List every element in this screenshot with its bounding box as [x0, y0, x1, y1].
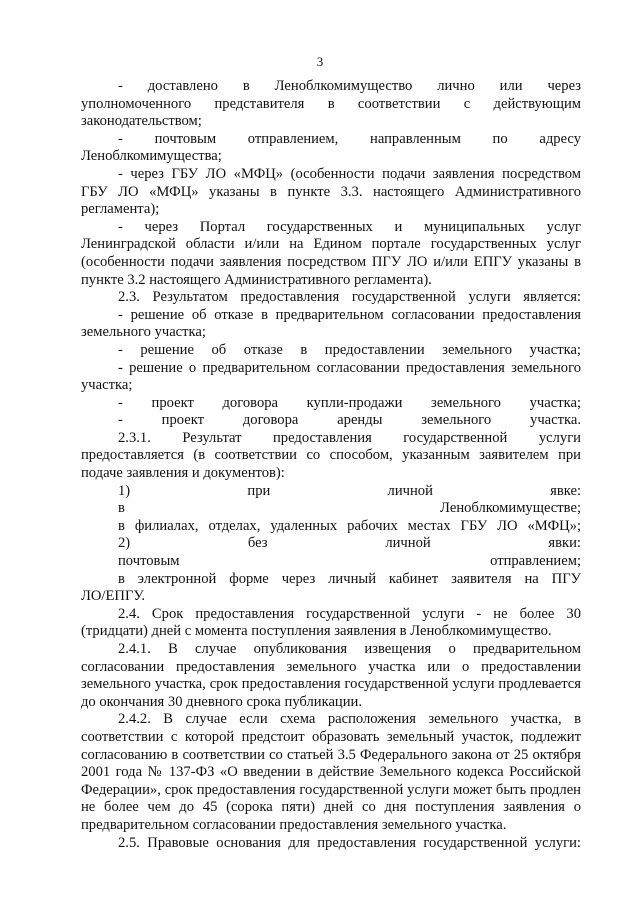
- paragraph-first-line: 2.3.1. Результат предоставления государственной услуги: [118, 429, 581, 446]
- paragraph-first-line: в электронной форме через личный кабинет заявителя на ПГУ: [118, 570, 581, 587]
- paragraph-first-line: - через ГБУ ЛО «МФЦ» (особенности подачи заявления посредством: [118, 165, 581, 182]
- paragraph: [81, 500, 581, 518]
- paragraph-continuation: земельного участка;: [81, 324, 206, 341]
- paragraph: [81, 641, 581, 711]
- paragraph-continuation: предоставляется (в соответствии со способом, указанным заявителем при подаче заявления и документов):: [81, 447, 581, 482]
- paragraph-continuation: согласовании предоставления земельного участка или о предоставлении земельного участка, срок предоставления государственной услуги продлевается до окончания 30 дневного срока публикации.: [81, 658, 581, 710]
- paragraph: [81, 289, 581, 307]
- paragraph: [81, 835, 581, 853]
- paragraph: [81, 535, 581, 553]
- paragraph-first-line: - проект договора аренды земельного участка.: [118, 412, 581, 429]
- paragraph-first-line: - через Портал государственных и муниципальных услуг: [118, 218, 581, 235]
- paragraph-first-line: 2.4. Срок предоставления государственной услуги - не более 30: [118, 605, 581, 622]
- paragraph-first-line: - решение об отказе в предварительном согласовании предоставления: [118, 306, 581, 323]
- paragraph: [81, 131, 581, 166]
- paragraph-first-line: почтовым отправлением;: [118, 553, 581, 570]
- paragraph-first-line: - решение о предварительном согласовании предоставления земельного: [118, 359, 581, 376]
- paragraph: [81, 606, 581, 641]
- page-number: 3: [316, 54, 324, 69]
- paragraph-continuation: соответствии с которой предстоит образовать земельный участок, подлежит согласованию в соответствии со статьей 3.5 Федерального закона от 25 октября 2001 года № 137-ФЗ «О введении в действие Земельного кодекса Российской Федерации», срок предоставления государственной услуги может быть продлен не более чем до 45 (сорока пяти) дней со дня поступления заявления о предварительном согласовании предоставления земельного участка.: [81, 728, 581, 833]
- paragraph-first-line: 2.4.1. В случае опубликования извещения о предварительном: [118, 641, 581, 657]
- paragraph: [81, 711, 581, 834]
- paragraph-continuation: ГБУ ЛО «МФЦ» указаны в пункте 3.3. настоящего Административного регламента);: [81, 183, 581, 218]
- paragraph-first-line: 2) без личной явки:: [118, 535, 581, 552]
- paragraph-first-line: 2.4.2. В случае если схема расположения земельного участка, в: [118, 711, 581, 728]
- paragraph: [81, 307, 581, 342]
- paragraph-first-line: - доставлено в Леноблкомимущество лично или через: [118, 78, 581, 94]
- paragraph: [81, 518, 581, 536]
- paragraph-continuation: участка;: [81, 377, 133, 394]
- paragraph: [81, 553, 581, 571]
- paragraph-first-line: 2.3. Результатом предоставления государственной услуги является:: [118, 289, 581, 306]
- paragraph: [81, 395, 581, 413]
- paragraph-first-line: - проект договора купли-продажи земельного участка;: [118, 394, 581, 411]
- paragraph-first-line: 1) при личной явке:: [118, 482, 581, 499]
- document-body: [81, 78, 581, 852]
- paragraph-continuation: Ленинградской области и/или на Едином портале государственных услуг (особенности подачи заявления посредством ПГУ ЛО и/или ЕПГУ указаны в пункте 3.2 настоящего Административного регламента).: [81, 236, 581, 288]
- paragraph: [81, 342, 581, 360]
- paragraph: [81, 166, 581, 219]
- paragraph-first-line: в Леноблкомимуществе;: [118, 500, 581, 517]
- paragraph: [81, 360, 581, 395]
- paragraph: [81, 412, 581, 430]
- paragraph-first-line: - решение об отказе в предоставлении земельного участка;: [118, 341, 581, 358]
- paragraph: [81, 571, 581, 606]
- paragraph-continuation: ЛО/ЕПГУ.: [81, 588, 145, 605]
- paragraph: [81, 78, 581, 131]
- paragraph-first-line: в филиалах, отделах, удаленных рабочих местах ГБУ ЛО «МФЦ»;: [118, 517, 581, 534]
- paragraph-first-line: - почтовым отправлением, направленным по адресу: [118, 130, 581, 147]
- paragraph-continuation: Леноблкомимущества;: [81, 148, 222, 165]
- paragraph-first-line: 2.5. Правовые основания для предоставления государственной услуги:: [118, 834, 581, 851]
- paragraph: [81, 430, 581, 483]
- paragraph: [81, 483, 581, 501]
- paragraph-continuation: уполномоченного представителя в соответствии с действующим законодательством;: [81, 95, 581, 130]
- paragraph-continuation: (тридцати) дней с момента поступления заявления в Леноблкомимущество.: [81, 623, 552, 640]
- paragraph: [81, 219, 581, 289]
